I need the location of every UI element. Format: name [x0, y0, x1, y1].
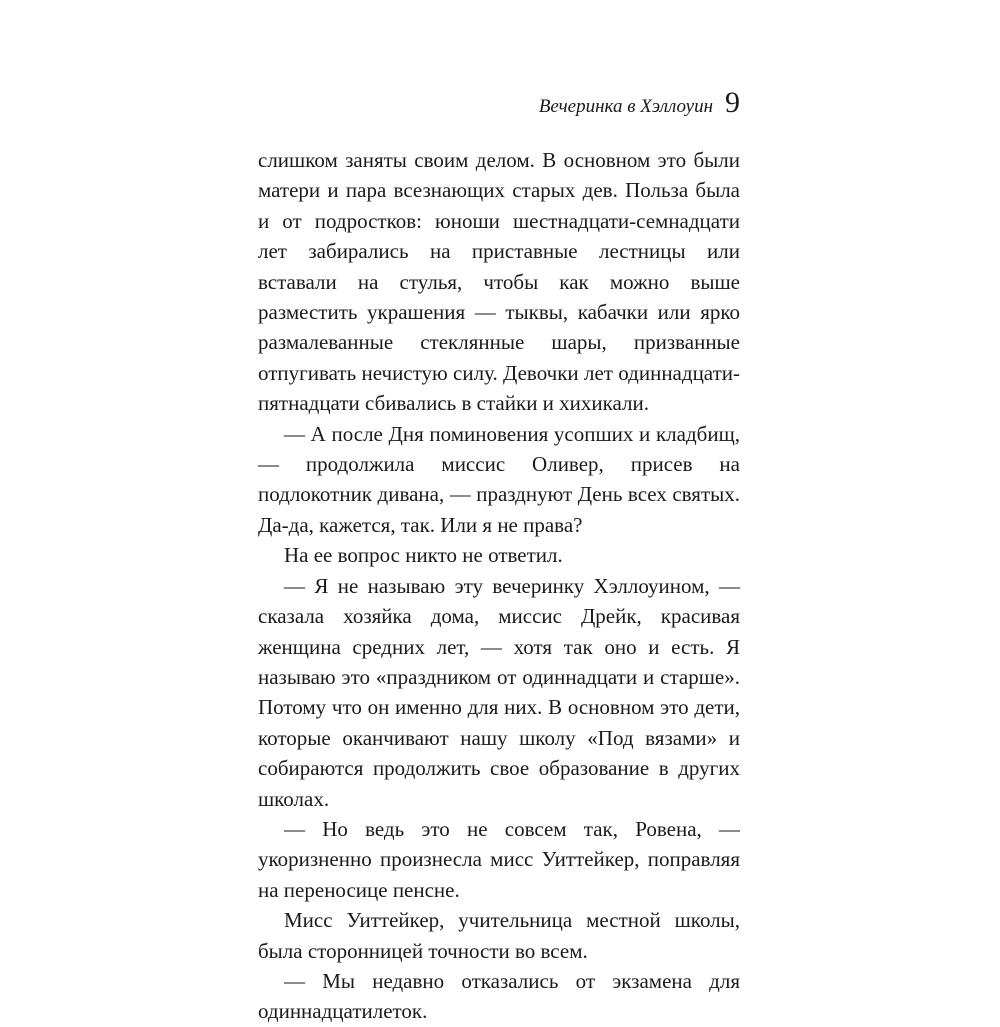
paragraph: — Мы недавно отказались от экзамена для одиннадцатилеток. — [258, 968, 740, 1024]
page-number: 9 — [725, 86, 740, 119]
paragraph: На ее вопрос никто не ответил. — [284, 543, 563, 568]
running-head — [258, 88, 740, 118]
paragraph: — Но ведь это не совсем так, Ровена, — укоризненно произнесла мисс Уиттейкер, поправляя на переносице пенсне. — [258, 816, 740, 902]
body-text — [258, 145, 740, 1027]
paragraph: Мисс Уиттейкер, учительница местной школы, была сторонницей точности во всем. — [258, 908, 740, 963]
paragraph: — Я не называю эту вечеринку Хэллоуином, — сказала хозяйка дома, миссис Дрейк, красивая женщина средних лет, — хотя так оно и есть. Я называю это «праздником от одиннадцати и старше». Потому что он именно для них. В основном это дети, которые оканчивают нашу школу «Под вязами» и собираются продолжить свое образование в других школах. — [258, 573, 740, 811]
running-title: Вечеринка в Хэллоуин — [538, 96, 713, 117]
paragraph: — А после Дня поминовения усопших и кладбищ, — продолжила миссис Оливер, присев на подлокотник дивана, — празднуют День всех святых. Да-да, кажется, так. Или я не права? — [258, 421, 740, 537]
paragraph-continued: слишком заняты своим делом. В основном это были матери и пара всезнающих старых дев. Польза была и от подростков: юноши шестнадцати-семнадцати лет забирались на приставные лестницы или вставали на стулья, чтобы как можно выше разместить украшения — тыквы, кабачки или ярко размалеванные стеклянные шары, призванные отпугивать нечистую силу. Девочки лет одиннадцати-пятнадцати сбивались в стайки и хихикали. — [258, 148, 740, 416]
